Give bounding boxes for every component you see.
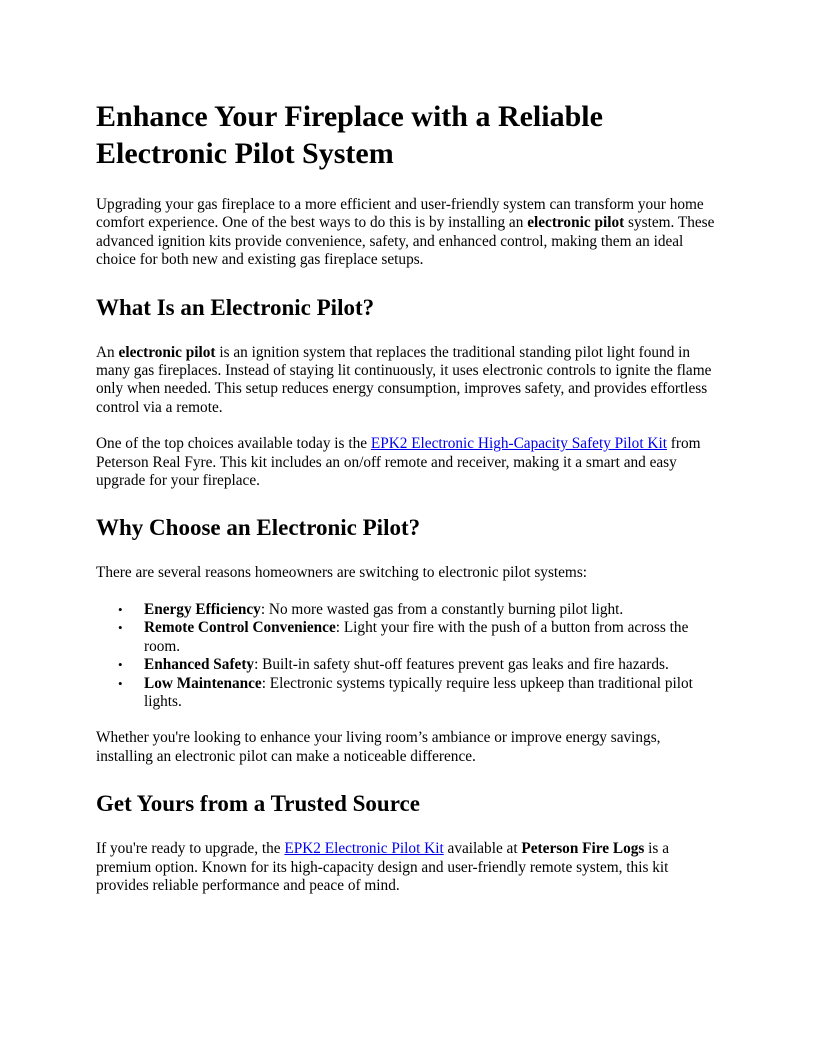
list-item — [118, 674, 720, 712]
intro-bold-term: electronic pilot — [527, 214, 625, 232]
section-heading-why-choose: Why Choose an Electronic Pilot? — [96, 515, 421, 541]
bullet-icon: • — [118, 657, 123, 673]
what-is-text-2: is an ignition system that replaces the traditional standing pilot light found in many gas fireplaces. Instead of staying lit continuously, it uses electronic controls to ignite the flame only when needed. This setup reduces energy consumption, improves safety, and provides effortless control via a remote. — [96, 343, 712, 416]
what-is-p2-text-1: One of the top choices available today is the — [96, 435, 371, 453]
list-item-term: Enhanced Safety — [144, 656, 255, 674]
reasons-list — [96, 601, 720, 711]
intro-text-2: system. These advanced ignition kits provide convenience, safety, and enhanced control, making them an ideal choice for both new and existing gas fireplace setups. — [96, 214, 715, 269]
trusted-text-2: available at — [443, 840, 522, 858]
document-page — [96, 98, 720, 913]
list-item — [118, 656, 720, 674]
bullet-icon: • — [118, 601, 123, 617]
list-item-text: : Built-in safety shut-off features prevent gas leaks and fire hazards. — [254, 656, 669, 674]
list-item-text: : Electronic systems typically require less upkeep than traditional pilot lights. — [144, 674, 693, 710]
what-is-paragraph-2 — [96, 435, 720, 490]
list-item-term: Energy Efficiency — [144, 600, 261, 618]
what-is-text-1: An — [96, 343, 119, 361]
list-item — [118, 600, 720, 619]
list-item-term: Remote Control Convenience — [144, 619, 336, 637]
epk2-pilot-kit-link[interactable]: EPK2 Electronic Pilot Kit — [284, 840, 444, 858]
trusted-source-paragraph — [96, 840, 720, 895]
intro-paragraph — [96, 196, 720, 270]
list-item-text: : No more wasted gas from a constantly burning pilot light. — [260, 600, 624, 618]
bullet-icon: • — [118, 620, 123, 636]
list-item — [118, 619, 720, 656]
trusted-text-3: is a premium option. Known for its high-capacity design and user-friendly remote system, this kit provides reliable performance and peace of mind. — [96, 840, 669, 894]
page-title: Enhance Your Fireplace with a Reliable Electronic Pilot System — [96, 100, 603, 170]
section-heading-what-is: What Is an Electronic Pilot? — [96, 294, 375, 320]
list-item-text: : Light your fire with the push of a button from across the room. — [144, 619, 689, 655]
list-item-term: Low Maintenance — [144, 674, 262, 692]
what-is-bold-term: electronic pilot — [118, 343, 216, 361]
bullet-icon: • — [118, 675, 123, 691]
section-heading-trusted-source: Get Yours from a Trusted Source — [96, 791, 420, 817]
what-is-p2-text-2: from Peterson Real Fyre. This kit includes an on/off remote and receiver, making it a smart and easy upgrade for your fireplace. — [96, 435, 701, 490]
why-choose-closing: Whether you're looking to enhance your living room’s ambiance or improve energy savings, installing an electronic pilot can make a noticeable difference. — [96, 729, 661, 765]
what-is-paragraph-1 — [96, 344, 720, 418]
trusted-text-1: If you're ready to upgrade, the — [96, 840, 285, 858]
peterson-fire-logs-name: Peterson Fire Logs — [521, 840, 645, 858]
intro-text-1: Upgrading your gas fireplace to a more efficient and user-friendly system can transform your home comfort experience. One of the best ways to do this is by installing an — [96, 196, 704, 232]
epk2-high-capacity-kit-link[interactable]: EPK2 Electronic High-Capacity Safety Pilot Kit — [370, 435, 667, 453]
why-choose-lead: There are several reasons homeowners are switching to electronic pilot systems: — [96, 564, 588, 582]
